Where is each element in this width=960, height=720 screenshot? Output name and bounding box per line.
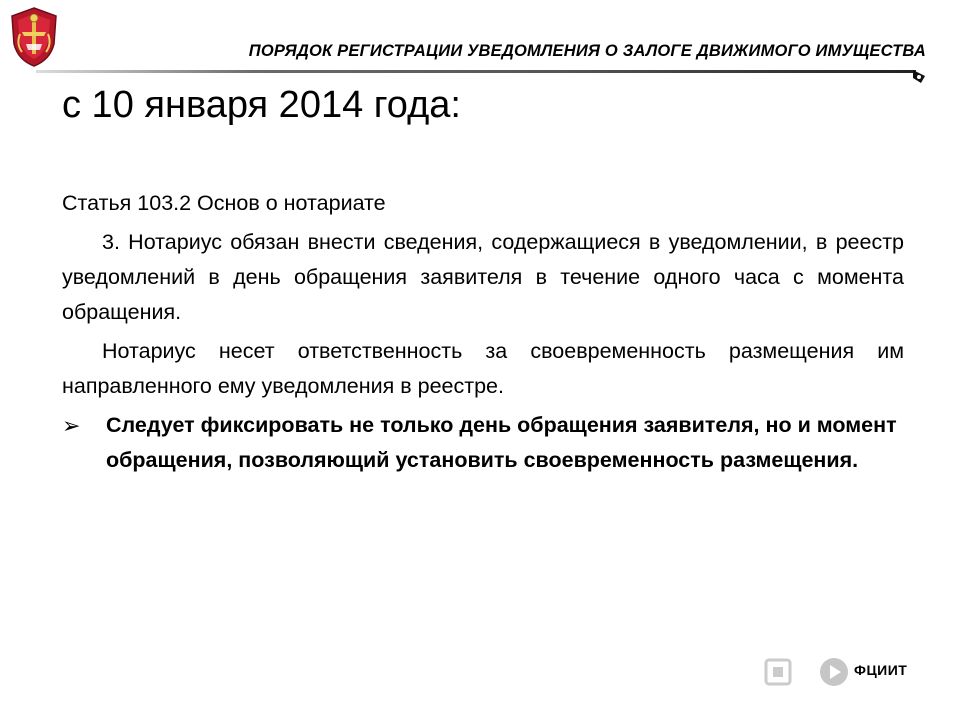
corner-ornament-icon [910, 66, 930, 88]
notary-emblem-icon [6, 4, 62, 68]
bullet-item [62, 408, 904, 478]
header-title: ПОРЯДОК РЕГИСТРАЦИИ УВЕДОМЛЕНИЯ О ЗАЛОГЕ ДВИЖИМОГО ИМУЩЕСТВА [248, 42, 926, 60]
arrow-bullet-icon: ➢ [62, 413, 81, 438]
paragraph-2: Нотариус несет ответственность за своевременность размещения им направленного ему уведомления в реестре. [62, 339, 904, 398]
header-divider [36, 70, 916, 73]
bullet-text: Следует фиксировать не только день обращения заявителя, но и момент обращения, позволяющий установить своевременность размещения. [106, 413, 897, 472]
paragraph-1: 3. Нотариус обязан внести сведения, содержащиеся в уведомлении, в реестр уведомлений в день обращения заявителя в течение одного часа с момента обращения. [62, 230, 904, 324]
slide-heading: с 10 января 2014 года: [62, 84, 461, 126]
slide-body [62, 186, 904, 478]
source-reference: Статья 103.2 Основ о нотариате [62, 191, 386, 215]
footer-label: ФЦИИТ [854, 662, 908, 678]
